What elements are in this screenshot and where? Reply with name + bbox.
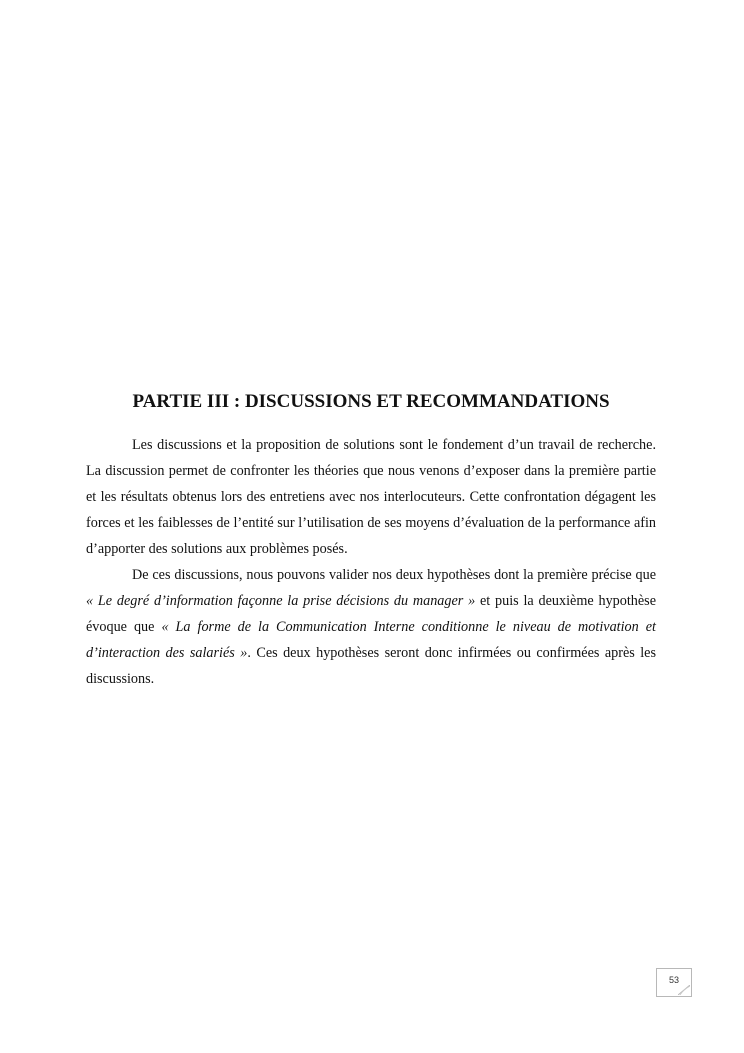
paragraph-2-text-1: De ces discussions, nous pouvons valider nos deux hypothèses dont la première précise que (132, 567, 656, 583)
hypothesis-2-quote: « La forme de la Communication Interne conditionne le niveau de motivation et d’interaction des salariés » (86, 619, 656, 661)
paragraph-2-text-3: . Ces deux hypothèses seront donc infirmées ou confirmées après les discussions. (86, 645, 656, 687)
page-number-box (656, 968, 692, 997)
paragraph-2 (86, 562, 656, 692)
page-number: 53 (668, 975, 679, 985)
paragraph-2-text-2: et puis la deuxième hypothèse évoque que (86, 593, 657, 635)
paragraph-1: Les discussions et la proposition de solutions sont le fondement d’un travail de recherche. La discussion permet de confronter les théories que nous venons d’exposer dans la première partie et les résultats obtenus lors des entretiens avec nos interlocuteurs. Cette confrontation dégagent les forces et les faiblesses de l’entité sur l’utilisation de ses moyens d’évaluation de la performance afin d’apporter des solutions aux problèmes posés. (86, 437, 656, 557)
hypothesis-1-quote: « Le degré d’information façonne la prise décisions du manager » (86, 593, 476, 609)
page-curl-icon (678, 985, 690, 995)
body-text (86, 432, 656, 692)
page-title: PARTIE III : DISCUSSIONS ET RECOMMANDATIONS (132, 391, 610, 412)
